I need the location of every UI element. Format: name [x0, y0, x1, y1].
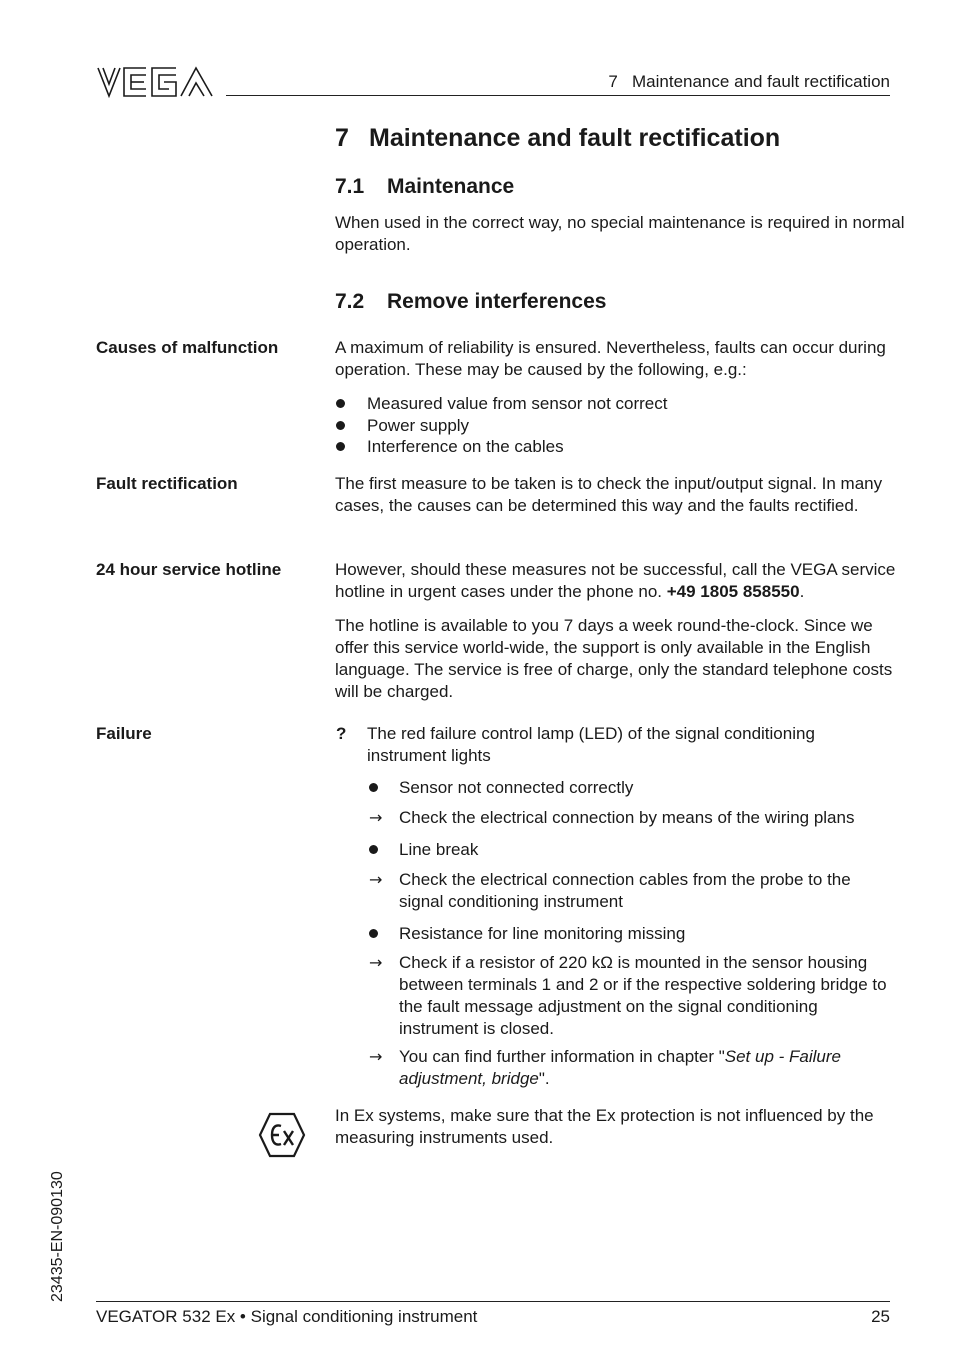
ex-protection-icon — [258, 1112, 306, 1158]
failure-label: Failure — [96, 724, 152, 743]
hotline-text — [335, 559, 905, 603]
causes-text: A maximum of reliability is ensured. Nevertheless, faults can occur during operation. These may be caused by the following, e.g.: — [335, 338, 886, 379]
section-heading-interferences — [335, 289, 606, 315]
failure-question: The red failure control lamp (LED) of the signal conditioning instrument lights — [367, 724, 815, 765]
running-title: 7 Maintenance and fault rectification — [608, 72, 890, 91]
header-rule — [226, 95, 890, 96]
chapter-heading — [335, 123, 780, 153]
hotline-text-after: . — [799, 582, 805, 601]
section-number: 7.2 — [335, 290, 365, 313]
causes-label: Causes of malfunction — [96, 338, 279, 357]
section-title: Maintenance — [387, 175, 515, 198]
failure-remedy: Check the electrical connection by means of the wiring plans — [399, 808, 855, 827]
chapter-number: 7 — [335, 124, 349, 152]
footer-rule — [96, 1301, 890, 1302]
causes-bullet: Power supply — [367, 416, 470, 435]
bullet-dot — [336, 442, 345, 451]
hotline-availability: The hotline is available to you 7 days a week round-the-clock. Since we offer this service world-wide, the support is only available in the English language. The service is free of charge, only the standard telephone costs will be charged. — [335, 616, 893, 701]
failure-cause: Line break — [399, 840, 479, 859]
arrow-right-icon: → — [369, 870, 383, 889]
fault-label: Fault rectification — [96, 474, 238, 493]
section-number: 7.1 — [335, 175, 365, 198]
bullet-dot — [369, 783, 378, 792]
failure-remedy: Check the electrical connection cables from the probe to the signal conditioning instrument — [399, 870, 851, 911]
bullet-dot — [336, 421, 345, 430]
section-heading-maintenance — [335, 174, 514, 200]
section-title: Remove interferences — [387, 290, 607, 313]
failure-cause: Sensor not connected correctly — [399, 778, 634, 797]
causes-bullet: Measured value from sensor not correct — [367, 394, 668, 413]
maintenance-text: When used in the correct way, no special maintenance is required in normal operation. — [335, 213, 905, 254]
footer-title: VEGATOR 532 Ex • Signal conditioning instrument — [96, 1307, 478, 1326]
question-mark: ? — [336, 724, 347, 743]
further-info-before: You can find further information in chapter " — [399, 1047, 725, 1066]
failure-cause: Resistance for line monitoring missing — [399, 924, 686, 943]
page-number: 25 — [871, 1307, 890, 1326]
document-id: 23435-EN-090130 — [49, 1171, 66, 1302]
further-info — [399, 1046, 899, 1090]
further-info-reference: Set up - Failure adjustment, bridge — [399, 1047, 841, 1088]
arrow-right-icon: → — [369, 808, 383, 827]
hotline-text-before: However, should these measures not be successful, call the VEGA service hotline in urgent cases under the phone no. — [335, 560, 896, 601]
further-info-after: ". — [538, 1069, 550, 1088]
arrow-right-icon: → — [369, 953, 383, 972]
hotline-label: 24 hour service hotline — [96, 560, 282, 579]
bullet-dot — [336, 399, 345, 408]
arrow-right-icon: → — [369, 1047, 383, 1066]
causes-bullet: Interference on the cables — [367, 437, 564, 456]
hotline-phone: +49 1805 858550 — [666, 582, 800, 601]
bullet-dot — [369, 929, 378, 938]
bullet-dot — [369, 845, 378, 854]
ex-note: In Ex systems, make sure that the Ex protection is not influenced by the measuring instruments used. — [335, 1106, 874, 1147]
fault-text: The first measure to be taken is to check the input/output signal. In many cases, the causes can be determined this way and the faults rectified. — [335, 474, 883, 515]
chapter-title: Maintenance and fault rectification — [369, 124, 781, 152]
vega-logo — [96, 66, 214, 98]
failure-remedy: Check if a resistor of 220 kΩ is mounted in the sensor housing between terminals 1 and 2 or if the respective soldering bridge to the fault message adjustment on the signal conditioning instrument is closed. — [399, 953, 887, 1038]
